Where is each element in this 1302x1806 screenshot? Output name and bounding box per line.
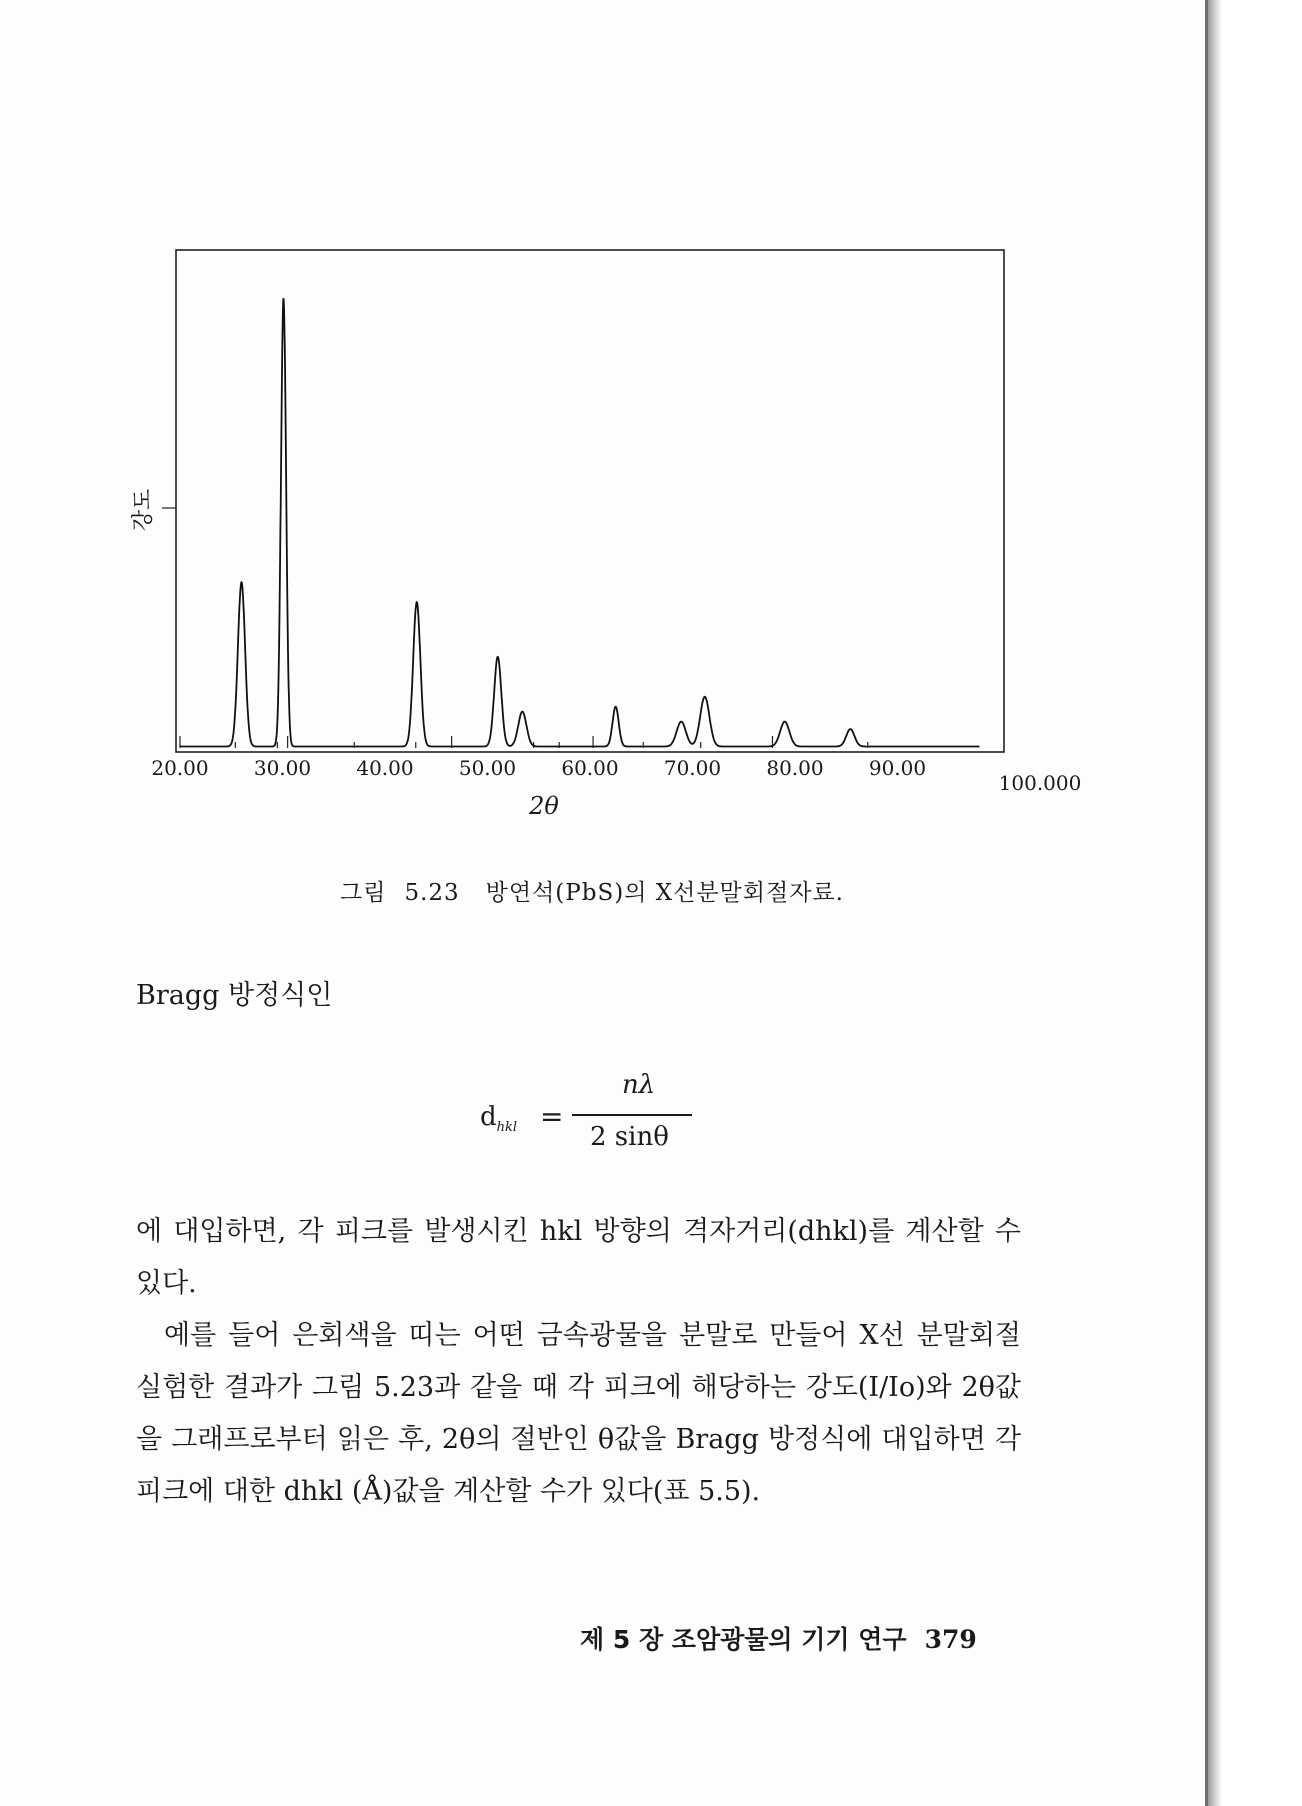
page-edge-shadow [1208, 0, 1222, 1806]
diffraction-trace [180, 298, 980, 746]
x-tick-label: 60.00 [561, 756, 619, 780]
chapter-title: 제 5 장 조암광물의 기기 연구 [580, 1625, 907, 1654]
x-tick-label: 90.00 [868, 756, 927, 780]
intro-line: Bragg 방정식인 [136, 980, 333, 1011]
caption-number: 5.23 [404, 880, 460, 906]
x-axis-label: 2θ [529, 792, 559, 820]
x-tick-label: 100.000 [998, 771, 1082, 795]
caption-label: 그림 [340, 880, 387, 906]
figure-caption [340, 874, 844, 907]
bragg-formula [474, 1072, 714, 1162]
fraction-bar [572, 1114, 692, 1116]
xrd-chart [100, 220, 1082, 820]
plot-frame [176, 250, 1004, 752]
formula-numerator: nλ [622, 1070, 656, 1100]
page-footer [580, 1620, 977, 1656]
x-tick-label: 70.00 [663, 756, 722, 780]
formula-equals: = [540, 1100, 564, 1133]
x-tick-label: 80.00 [766, 756, 824, 780]
formula-lhs [480, 1102, 517, 1135]
xrd-chart-svg [100, 220, 1082, 820]
formula-denominator: 2 sinθ [590, 1122, 669, 1152]
y-axis-label: 강도 [131, 488, 156, 532]
x-tick-label: 40.00 [356, 756, 414, 780]
formula-lhs-subscript: hkl [496, 1120, 518, 1136]
x-tick-label: 50.00 [458, 756, 517, 780]
paragraph-2 [136, 1310, 1021, 1518]
x-tick-label: 20.00 [151, 756, 209, 780]
x-tick-label: 30.00 [253, 756, 312, 780]
paragraph-1: 에 대입하면, 각 피크를 발생시킨 hkl 방향의 격자거리(dhkl)를 계산할 수 있다. [136, 1216, 1021, 1299]
page-number: 379 [924, 1625, 977, 1654]
formula-lhs-symbol: d [480, 1102, 497, 1132]
x-tick-labels [151, 756, 1081, 795]
caption-text: 방연석(PbS)의 X선분말회절자료. [485, 880, 844, 906]
paragraph-2-text: 예를 들어 은회색을 띠는 어떤 금속광물을 분말로 만들어 X선 분말회절 실험한 결과가 그림 5.23과 같을 때 각 피크에 해당하는 강도(I/Io)와 2θ값을 그래프로부터 읽은 후, 2θ의 절반인 θ값을 Bragg 방정식에 대입하면 각 피크에 대한 dhkl (Å)값을 계산할 수가 있다(표 5.5). [136, 1320, 1021, 1507]
